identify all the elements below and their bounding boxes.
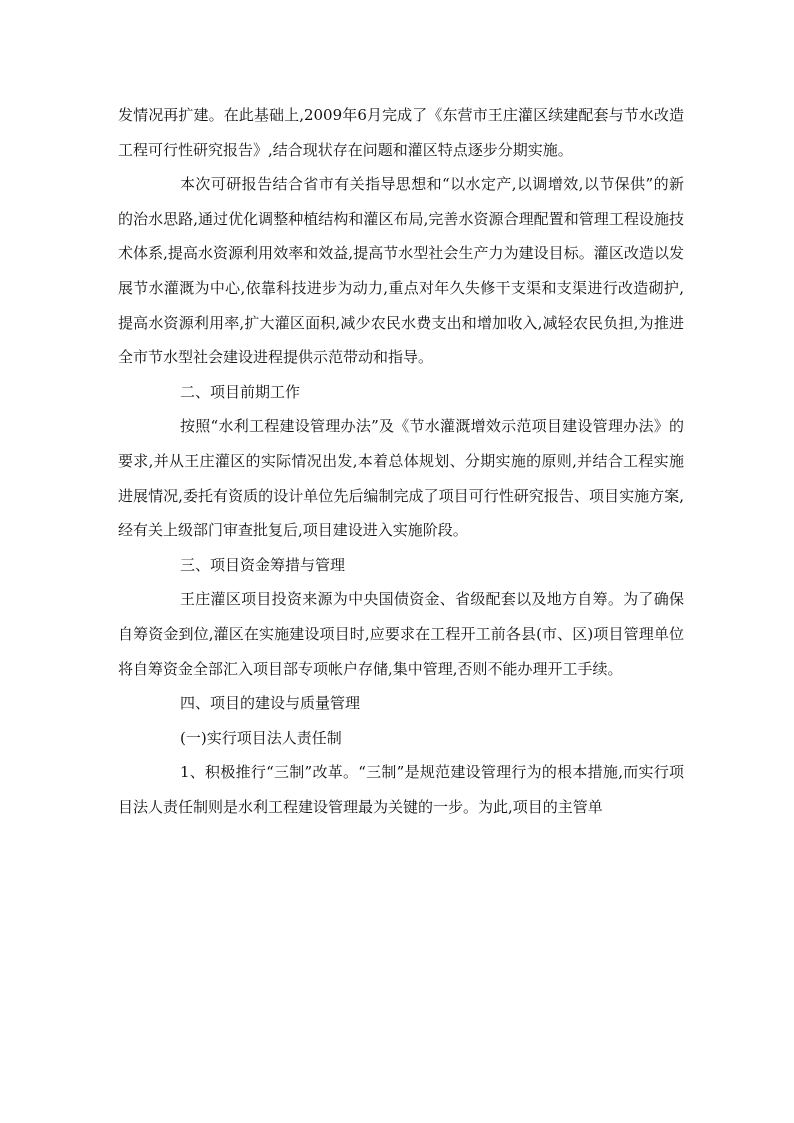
paragraph-4: 王庄灌区项目投资来源为中央国债资金、省级配套以及地方自筹。为了确保自筹资金到位,灌区在实施建设项目时,应要求在工程开工前各县(市、区)项目管理单位将自筹资金全部汇入项目部专项帐户存储,集中管理,否则不能办理开工手续。: [118, 590, 684, 678]
paragraph-1: 发情况再扩建。在此基础上,2009年6月完成了《东营市王庄灌区续建配套与节水改造工程可行性研究报告》,结合现状存在问题和灌区特点逐步分期实施。: [118, 106, 684, 159]
section-heading-2: 二、项目前期工作: [180, 382, 301, 401]
document-body: [118, 98, 684, 824]
paragraph-2: 本次可研报告结合省市有关指导思想和“以水定产,以调增效,以节保供”的新的治水思路,通过优化调整种植结构和灌区布局,完善水资源合理配置和管理工程设施技术体系,提高水资源利用效率和效益,提高节水型社会生产力为建设目标。灌区改造以发展节水灌溉为中心,依靠科技进步为动力,重点对年久失修干支渠和支渠进行改造砌护,提高水资源利用率,扩大灌区面积,减少农民水费支出和增加收入,减轻农民负担,为推进全市节水型社会建设进程提供示范带动和指导。: [118, 175, 684, 367]
section-heading-3: 三、项目资金筹措与管理: [180, 555, 346, 574]
subsection-heading-1: (一)实行项目法人责任制: [180, 728, 342, 747]
paragraph-3: 按照“水利工程建设管理办法”及《节水灌溉增效示范项目建设管理办法》的要求,并从王庄灌区的实际情况出发,本着总体规划、分期实施的原则,并结合工程实施进展情况,委托有资质的设计单位先后编制完成了项目可行性研究报告、项目实施方案,经有关上级部门审查批复后,项目建设进入实施阶段。: [118, 417, 684, 540]
paragraph-5: 1、积极推行“三制”改革。“三制”是规范建设管理行为的根本措施,而实行项目法人责任制则是水利工程建设管理最为关键的一步。为此,项目的主管单: [118, 763, 684, 816]
section-heading-4: 四、项目的建设与质量管理: [180, 694, 361, 713]
